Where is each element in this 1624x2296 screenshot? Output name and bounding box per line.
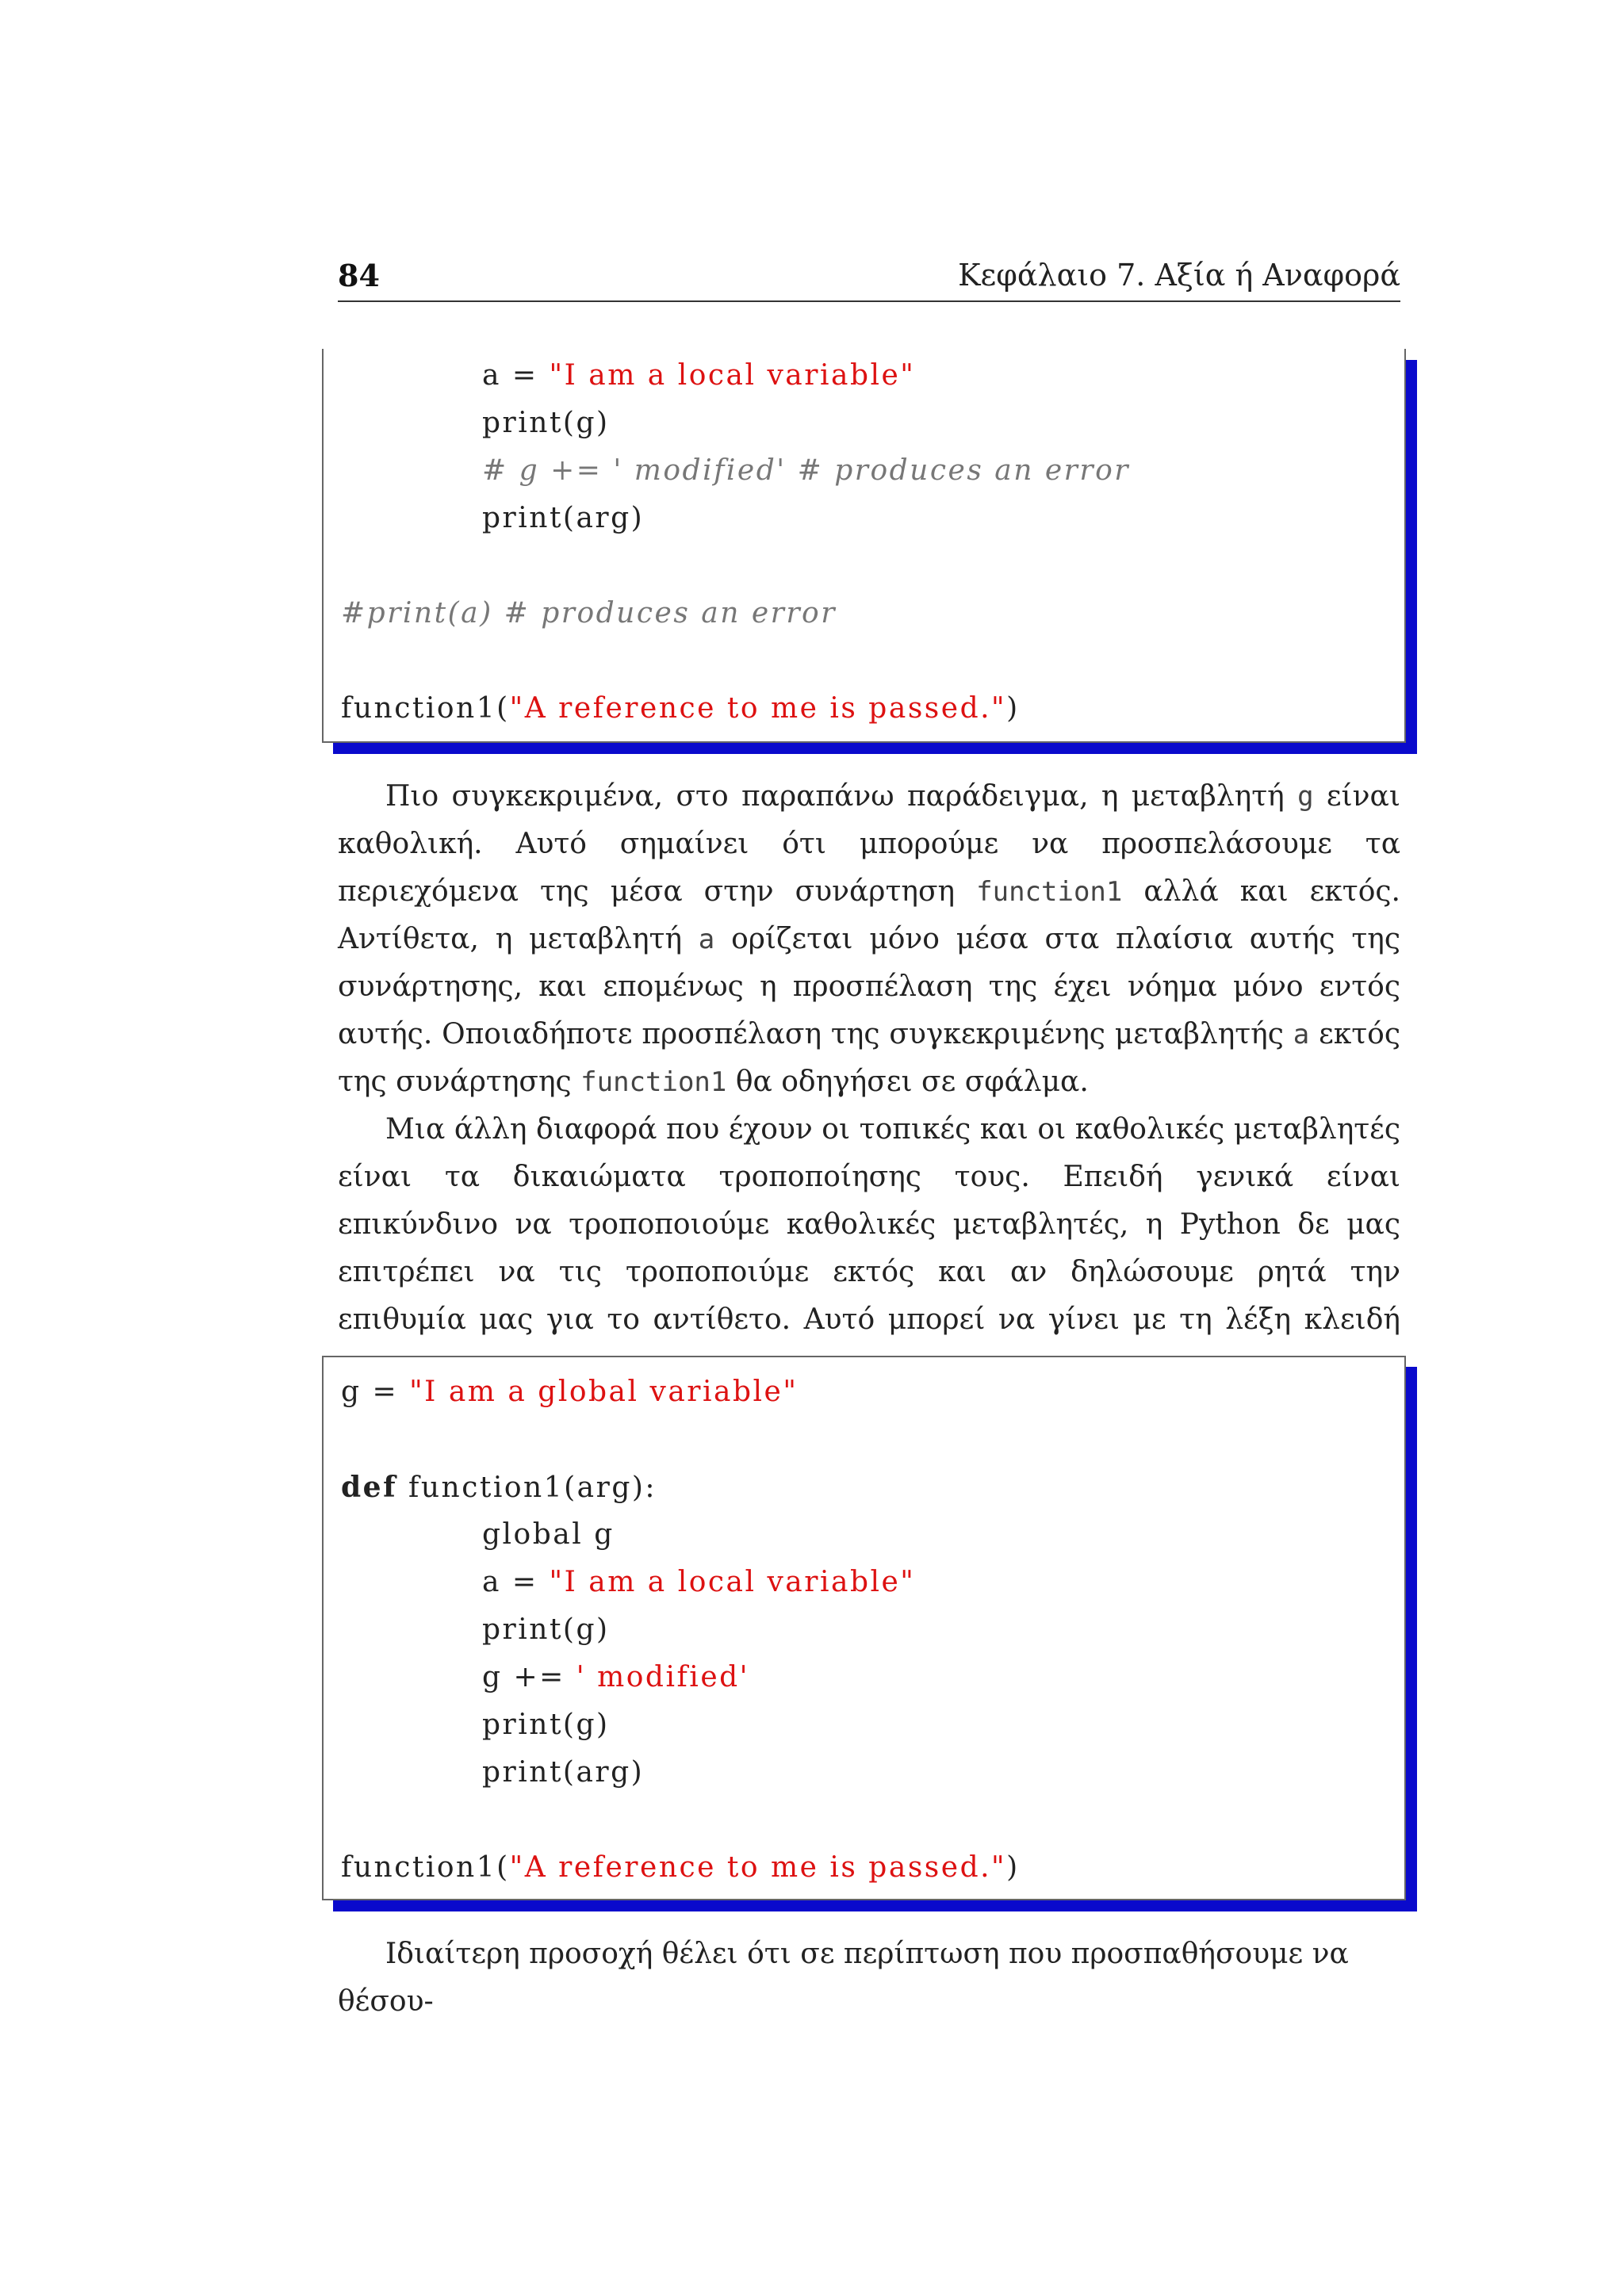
code-line: g = "I am a global variable" bbox=[341, 1376, 799, 1408]
inline-code: a bbox=[1293, 1019, 1310, 1050]
page-number: 84 bbox=[338, 258, 380, 293]
code-comment: # g += ' modified' # produces an error bbox=[482, 454, 1130, 487]
keyword: def bbox=[341, 1471, 398, 1504]
inline-code: g bbox=[1297, 781, 1314, 813]
code-line: a = "I am a local variable" bbox=[482, 1566, 916, 1598]
inline-code: a bbox=[698, 924, 715, 955]
paragraph-1: Πιο συγκεκριμένα, στο παραπάνω παράδειγμα, η μεταβλητή g είναι καθολική. Αυτό σημαίνει ότι μπορούμε να προσπελάσουμε τα περιεχόμενα της μέσα στην συνάρτηση function1 αλλά και εκτός. Αντίθετα, η μεταβλητή a ορίζεται μόνο μέσα στα πλαίσια αυτής της συνάρτησης, και επομένως η προσπέλαση της έχει νόημα μόνο εντός αυτής. Οποιαδήποτε προσπέλαση της συγκεκριμένης μεταβλητής a εκτός της συνάρτησης function1 θα οδηγήσει σε σφάλμα. bbox=[338, 780, 1400, 1098]
code-line: function1("A reference to me is passed.") bbox=[341, 1851, 1020, 1884]
page-header bbox=[338, 258, 1400, 302]
code-comment: #print(a) # produces an error bbox=[341, 597, 837, 629]
paragraph-3: Ιδιαίτερη προσοχή θέλει ότι σε περίπτωση που προσπαθήσουμε να θέσου- bbox=[338, 1938, 1349, 2018]
code-line: print(g) bbox=[482, 1613, 610, 1646]
code-line: a = "I am a local variable" bbox=[482, 359, 916, 392]
code-line: print(arg) bbox=[482, 1756, 645, 1789]
inline-code: function1 bbox=[976, 876, 1123, 908]
code-block-1 bbox=[322, 349, 1406, 743]
code-line: global g bbox=[482, 1518, 615, 1551]
code-line: print(g) bbox=[482, 1709, 610, 1741]
code-line: print(g) bbox=[482, 407, 610, 439]
code-line: function1("A reference to me is passed.") bbox=[341, 692, 1020, 725]
code-line: g += ' modified' bbox=[482, 1661, 750, 1693]
code-line: print(arg) bbox=[482, 502, 645, 534]
inline-code: function1 bbox=[580, 1066, 727, 1098]
code-line: def function1(arg): bbox=[341, 1471, 657, 1504]
code-block-2 bbox=[322, 1356, 1406, 1900]
chapter-title: Κεφάλαιο 7. Αξία ή Αναφορά bbox=[958, 258, 1400, 293]
paragraph-2: Μια άλλη διαφορά που έχουν οι τοπικές και οι καθολικές μεταβλητές είναι τα δικαιώματα τροποποίησης τους. Επειδή γενικά είναι επικύνδινο να τροποποιούμε καθολικές μεταβλητές, η Python δε μας επιτρέπει να τις τροποποιύμε εκτός και αν δηλώσουμε ρητά την επιθυμία μας για το αντίθετο. Αυτό μπορεί να γίνει με τη λέξη κλειδή bbox=[338, 1106, 1400, 1391]
